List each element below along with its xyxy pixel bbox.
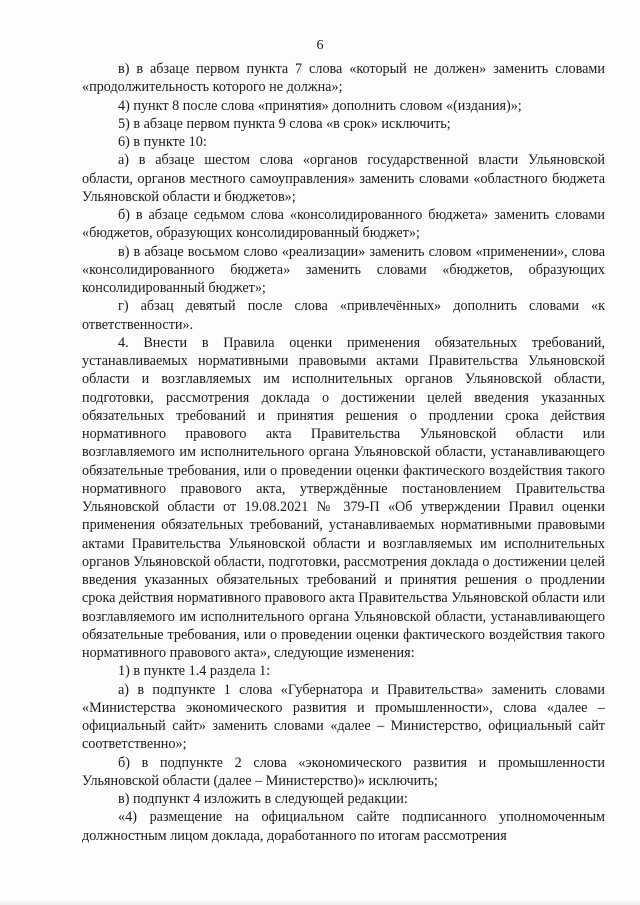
paragraph: «4) размещение на официальном сайте подписанного уполномоченным должностным лицом доклада, доработанного по итогам рассмотрения [82, 809, 605, 844]
paragraph: 5) в абзаце первом пункта 9 слова «в срок» исключить; [118, 115, 451, 132]
paragraph: в) подпункт 4 изложить в следующей редакции: [118, 791, 408, 807]
paragraph: а) в подпункте 1 слова «Губернатора и Правительства» заменить словами «Министерства экономического развития и промышленности», слова «далее – официальный сайт» заменить словами «далее – Министерство, официальный сайт соответственно»; [82, 681, 605, 753]
paragraph: в) в абзаце восьмом слово «реализации» заменить словом «применении», слова «консолидированного бюджета» заменить словами «бюджетов, образующих консолидированный бюджет»; [82, 243, 605, 296]
paragraph: а) в абзаце шестом слова «органов государственной власти Ульяновской области, органов местного самоуправления» заменить словами «областного бюджета Ульяновской области и бюджетов»; [82, 152, 605, 205]
paragraph: 1) в пункте 1.4 раздела 1: [118, 663, 271, 680]
paragraph: 4. Внести в Правила оценки применения обязательных требований, устанавливаемых нормативными правовыми актами Правительства Ульяновской области и возглавляемых им исполнительных органов Ульяновской области, подготовки, рассмотрения доклада о достижении целей введения указанных обязательных требований и принятия решения о продлении срока действия нормативного правового акта Правительства Ульяновской области или возглавляемого им исполнительного органа Ульяновской области, устанавливающего обязательные требования, или о проведении оценки фактического воздействия такого нормативного правового акта, утверждённые постановлением Правительства Ульяновской области от 19.08.2021 № 379-П «Об утверждении Правил оценки применения обязательных требований, устанавливаемых нормативными правовыми актами Правительства Ульяновской области и возглавляемых им исполнительных органов Ульяновской области, подготовки, рассмотрения доклада о достижении целей введения указанных обязательных требований и принятия решения о продлении срока действия нормативного правового акта Правительства Ульяновской области или возглавляемого им исполнительного органа Ульяновской области, устанавливающего обязательные требования, или о проведении оценки фактического воздействия такого нормативного правового акта», следующие изменения: [82, 334, 605, 661]
paragraph: в) в абзаце первом пункта 7 слова «который не должен» заменить словами «продолжительность которого не должна»; [82, 61, 605, 96]
page-number: 6 [316, 38, 324, 53]
paragraph: б) в подпункте 2 слова «экономического развития и промышленности Ульяновской области (далее – Министерство)» исключить; [82, 754, 605, 789]
scan-edge-shadow [0, 899, 640, 905]
paragraph: г) абзац девятый после слова «привлечённых» дополнить словами «к ответственности». [82, 298, 605, 333]
paragraph: б) в абзаце седьмом слова «консолидированного бюджета» заменить словами «бюджетов, образующих консолидированный бюджет»; [82, 207, 605, 242]
document-body [82, 60, 605, 845]
paragraph: 6) в пункте 10: [118, 134, 207, 150]
paragraph: 4) пункт 8 после слова «принятия» дополнить словом «(издания)»; [118, 97, 522, 114]
